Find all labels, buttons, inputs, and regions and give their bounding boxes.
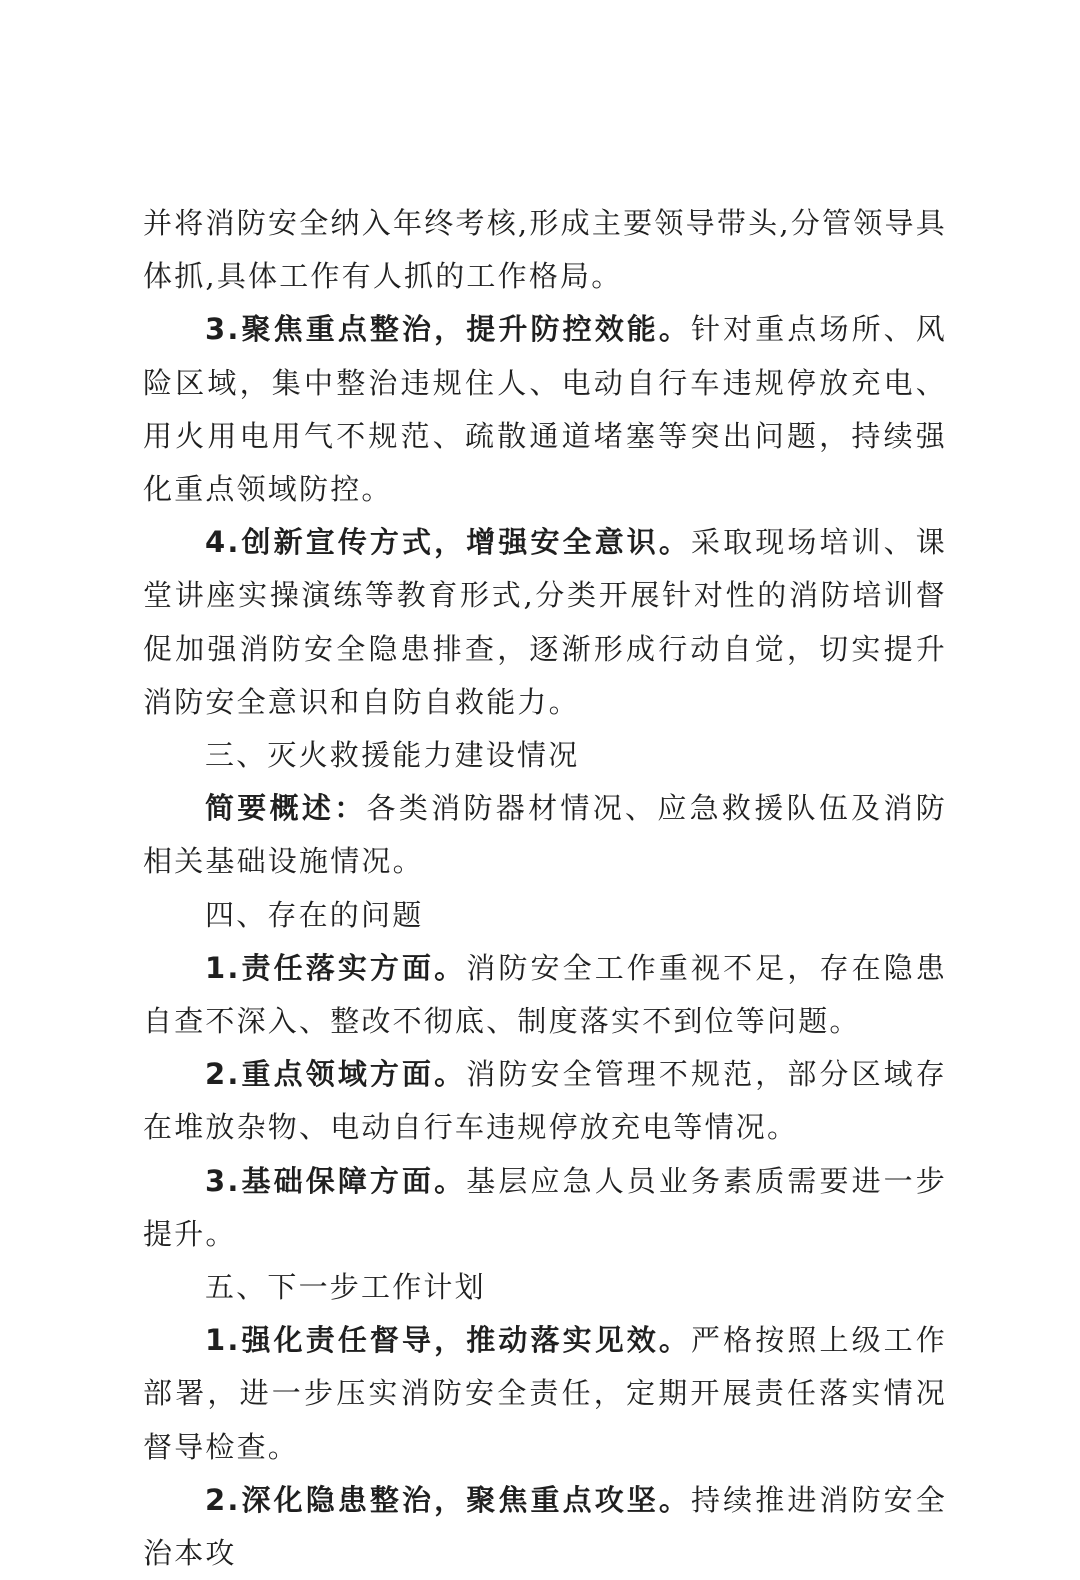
paragraph-lead: 3.聚焦重点整治，提升防控效能。	[205, 312, 692, 347]
paragraph-lead: 简要概述：	[205, 791, 367, 826]
paragraph-lead: 2.深化隐患整治，聚焦重点攻坚。	[205, 1482, 692, 1517]
section-heading-rescue-capability: 三、灭火救援能力建设情况	[205, 738, 580, 773]
paragraph-basic-support	[143, 1155, 947, 1261]
paragraph-lead: 4.创新宣传方式，增强安全意识。	[205, 525, 692, 560]
paragraph-text: 并将消防安全纳入年终考核,形成主要领导带头,分管领导具体抓,具体工作有人抓的工作格局。	[143, 206, 947, 294]
paragraph-text: 采取现场培训、课堂讲座实操演练等教育形式,分类开展针对性的消防培训督促加强消防安全隐患排查，逐渐形成行动自觉，切实提升消防安全意识和自防自救能力。	[143, 525, 947, 719]
paragraph-supervision	[143, 1314, 947, 1474]
paragraph-text: 消防安全管理不规范，部分区域存在堆放杂物、电动自行车违规停放充电等情况。	[143, 1057, 947, 1145]
paragraph-focus-rectification	[143, 303, 947, 516]
section-heading-problems: 四、存在的问题	[205, 897, 424, 932]
section-heading-next-steps: 五、下一步工作计划	[205, 1270, 486, 1305]
paragraph-lead: 2.重点领域方面。	[205, 1057, 467, 1092]
paragraph-hazard-rectification	[143, 1474, 947, 1580]
paragraph-key-areas	[143, 1048, 947, 1154]
paragraph-lead: 1.责任落实方面。	[205, 950, 467, 985]
paragraph-lead: 3.基础保障方面。	[205, 1163, 467, 1198]
paragraph-publicity	[143, 516, 947, 729]
paragraph-responsibility	[143, 942, 947, 1048]
paragraph-text: 基层应急人员业务素质需要进一步提升。	[143, 1163, 947, 1251]
paragraph-continuation	[143, 197, 947, 303]
paragraph-text: 各类消防器材情况、应急救援队伍及消防相关基础设施情况。	[143, 791, 947, 879]
paragraph-text: 针对重点场所、风险区域，集中整治违规住人、电动自行车违规停放充电、用火用电用气不规范、疏散通道堵塞等突出问题，持续强化重点领域防控。	[143, 312, 947, 507]
paragraph-lead: 1.强化责任督导，推动落实见效。	[205, 1323, 692, 1358]
paragraph-text: 持续推进消防安全治本攻	[143, 1482, 947, 1571]
paragraph-summary	[143, 782, 947, 888]
paragraph-text: 消防安全工作重视不足，存在隐患自查不深入、整改不彻底、制度落实不到位等问题。	[143, 950, 947, 1039]
document-body	[143, 197, 947, 1580]
paragraph-text: 严格按照上级工作部署，进一步压实消防安全责任，定期开展责任落实情况督导检查。	[143, 1323, 947, 1464]
